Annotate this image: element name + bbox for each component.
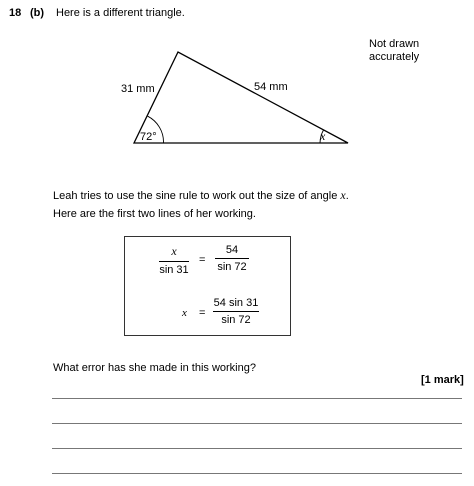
question-intro: Here is a different triangle. [56,7,185,19]
triangle-diagram [0,0,474,190]
answer-line[interactable] [52,448,462,449]
angle-label-x: x [320,129,326,143]
statement-variable: x [340,188,346,202]
equals-sign-1: = [199,254,206,266]
mark-allocation: [1 mark] [421,374,464,386]
answer-line[interactable] [52,398,462,399]
lhs-denominator-1: sin 31 [159,261,189,276]
statement-suffix: . [345,190,349,202]
side-label-54mm: 54 mm [254,81,288,93]
rhs-fraction-2 [213,297,259,326]
question-number: 18 [9,7,22,19]
equals-sign-2: = [199,307,206,319]
rhs-denominator-1: sin 72 [215,258,249,273]
answer-line[interactable] [52,423,462,424]
lhs-fraction-1 [159,244,189,276]
working-intro: Here are the first two lines of her working. [53,208,256,220]
not-drawn-accurately-note: Not drawn accurately [369,38,420,63]
rhs-fraction-1 [215,244,249,273]
error-question: What error has she made in this working? [53,362,256,374]
working-box [124,236,291,336]
rhs-denominator-2: sin 72 [213,311,259,326]
lhs-numerator-1: x [171,244,177,258]
rhs-numerator-1: 54 [225,244,239,256]
question-part: (b) [30,7,45,19]
statement-prefix: Leah tries to use the sine rule to work out the size of angle [53,190,341,202]
side-label-31mm: 31 mm [121,83,155,95]
answer-line[interactable] [52,473,462,474]
rhs-numerator-2: 54 sin 31 [213,297,259,309]
triangle-shape [134,52,348,143]
sine-rule-statement [53,188,349,203]
angle-label-72: 72° [140,131,157,143]
lhs-variable-2: x [182,307,187,319]
